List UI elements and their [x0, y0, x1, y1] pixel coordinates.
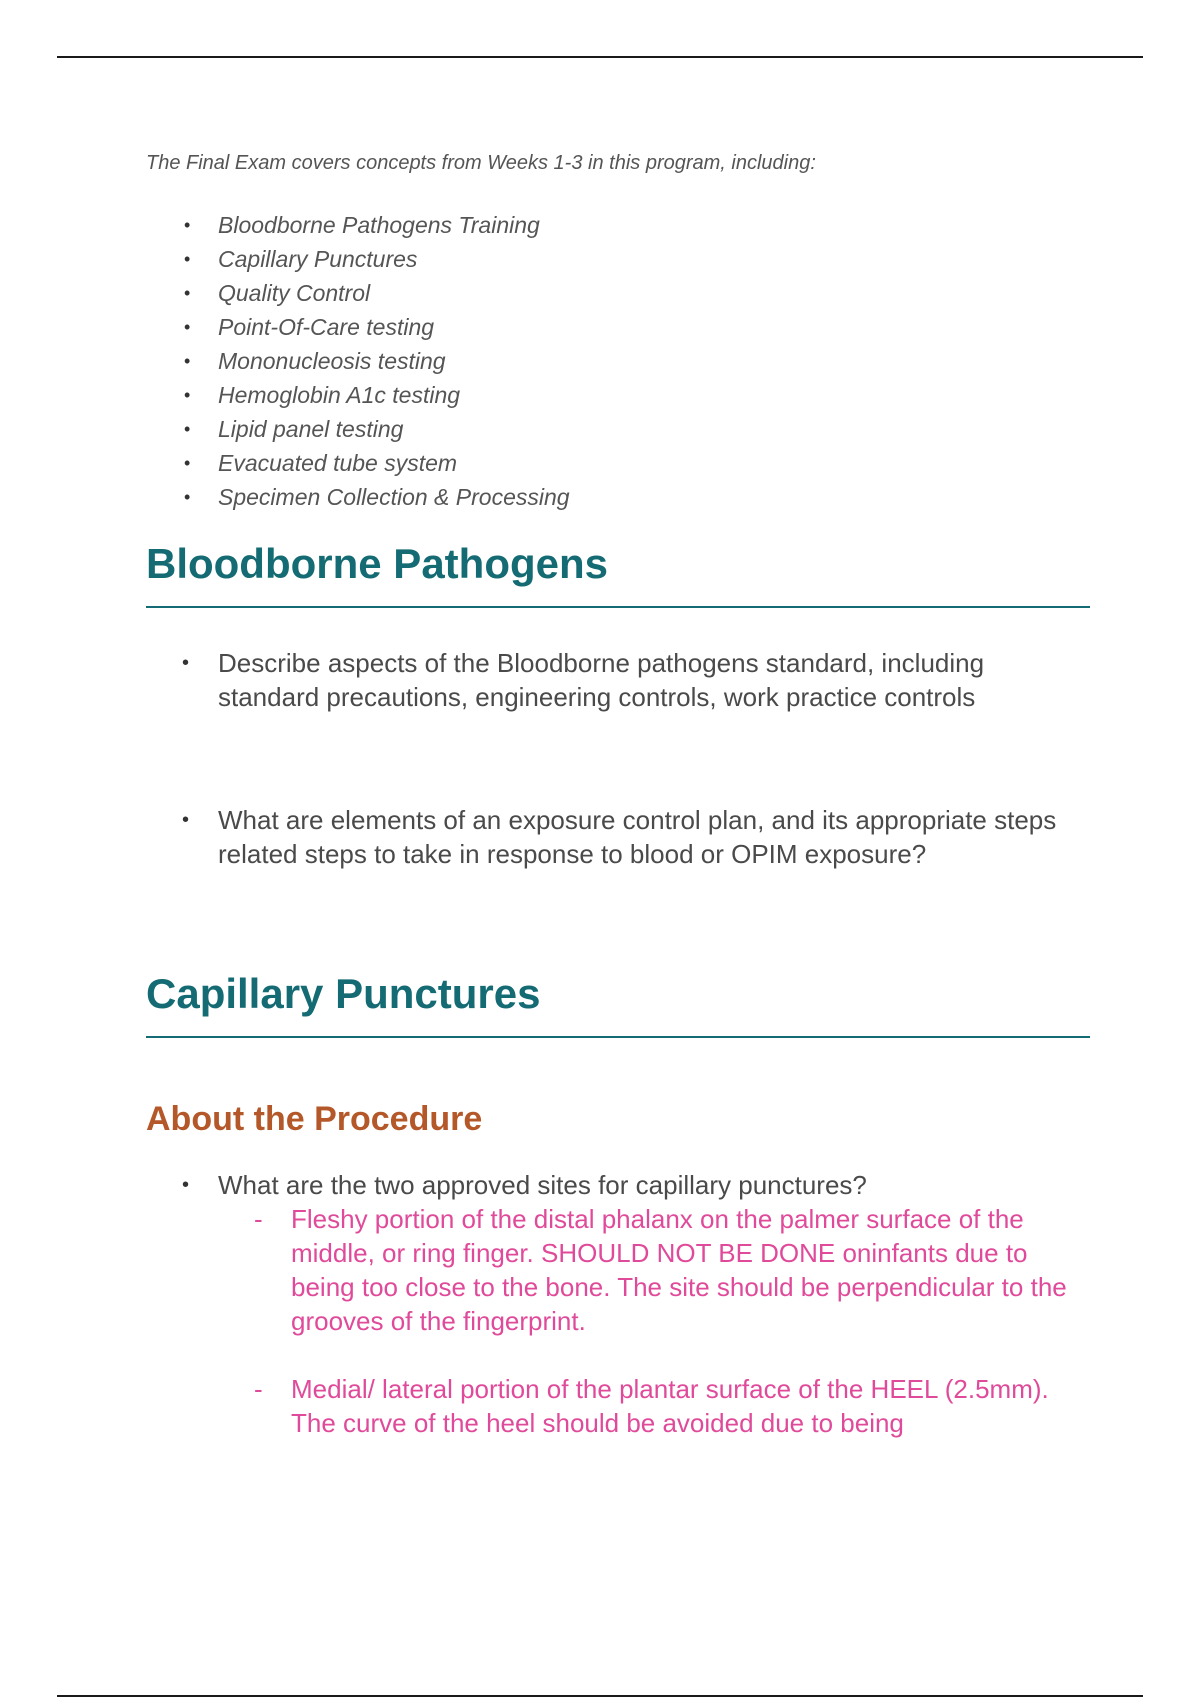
bullet-icon: •: [184, 215, 191, 235]
page-bottom-rule: [57, 1695, 1143, 1697]
section-heading-capillary: Capillary Punctures: [146, 970, 541, 1017]
bullet-icon: •: [182, 652, 190, 674]
bullet-icon: •: [184, 487, 191, 507]
question-bullet: • What are elements of an exposure control plan, and its appropriate steps related steps to take in response to blood or OPIM exposure?: [182, 805, 1057, 869]
list-item: • Hemoglobin A1c testing: [146, 378, 570, 412]
bullet-icon: •: [182, 809, 190, 831]
question-bullet: • What are the two approved sites for capillary punctures?: [182, 1170, 867, 1200]
list-item: • Point-Of-Care testing: [146, 310, 570, 344]
bullet-icon: •: [184, 453, 191, 473]
answer-item: - Fleshy portion of the distal phalanx on the palmer surface of the middle, or ring finger. SHOULD NOT BE DONE oninfants due to being too close to the bone. The site should be perpendicular to the grooves of the fingerprint.: [254, 1204, 1067, 1336]
bullet-icon: •: [184, 351, 191, 371]
answer-item: - Medial/ lateral portion of the plantar surface of the HEEL (2.5mm). The curve of the heel should be avoided due to being: [254, 1374, 1049, 1438]
bullet-icon: •: [184, 419, 191, 439]
list-item: • Bloodborne Pathogens Training: [146, 208, 570, 242]
page-top-rule: [57, 56, 1143, 58]
bullet-icon: •: [184, 249, 191, 269]
question-bullet: • Describe aspects of the Bloodborne pathogens standard, including standard precautions, engineering controls, work practice controls: [182, 648, 985, 712]
list-item: • Quality Control: [146, 276, 570, 310]
subheading-about-procedure: About the Procedure: [146, 1100, 483, 1138]
bullet-icon: •: [184, 317, 191, 337]
bullet-icon: •: [182, 1174, 190, 1196]
topic-list: [146, 208, 570, 514]
bullet-icon: •: [184, 385, 191, 405]
list-item: • Evacuated tube system: [146, 446, 570, 480]
list-item: • Capillary Punctures: [146, 242, 570, 276]
list-item: • Lipid panel testing: [146, 412, 570, 446]
dash-icon: -: [254, 1374, 263, 1404]
list-item: • Mononucleosis testing: [146, 344, 570, 378]
dash-icon: -: [254, 1204, 263, 1234]
list-item: • Specimen Collection & Processing: [146, 480, 570, 514]
section-divider: [146, 1036, 1090, 1038]
bullet-icon: •: [184, 283, 191, 303]
section-divider: [146, 606, 1090, 608]
section-heading-bloodborne: Bloodborne Pathogens: [146, 540, 608, 587]
intro-text: The Final Exam covers concepts from Weeks 1-3 in this program, including:: [146, 152, 816, 174]
